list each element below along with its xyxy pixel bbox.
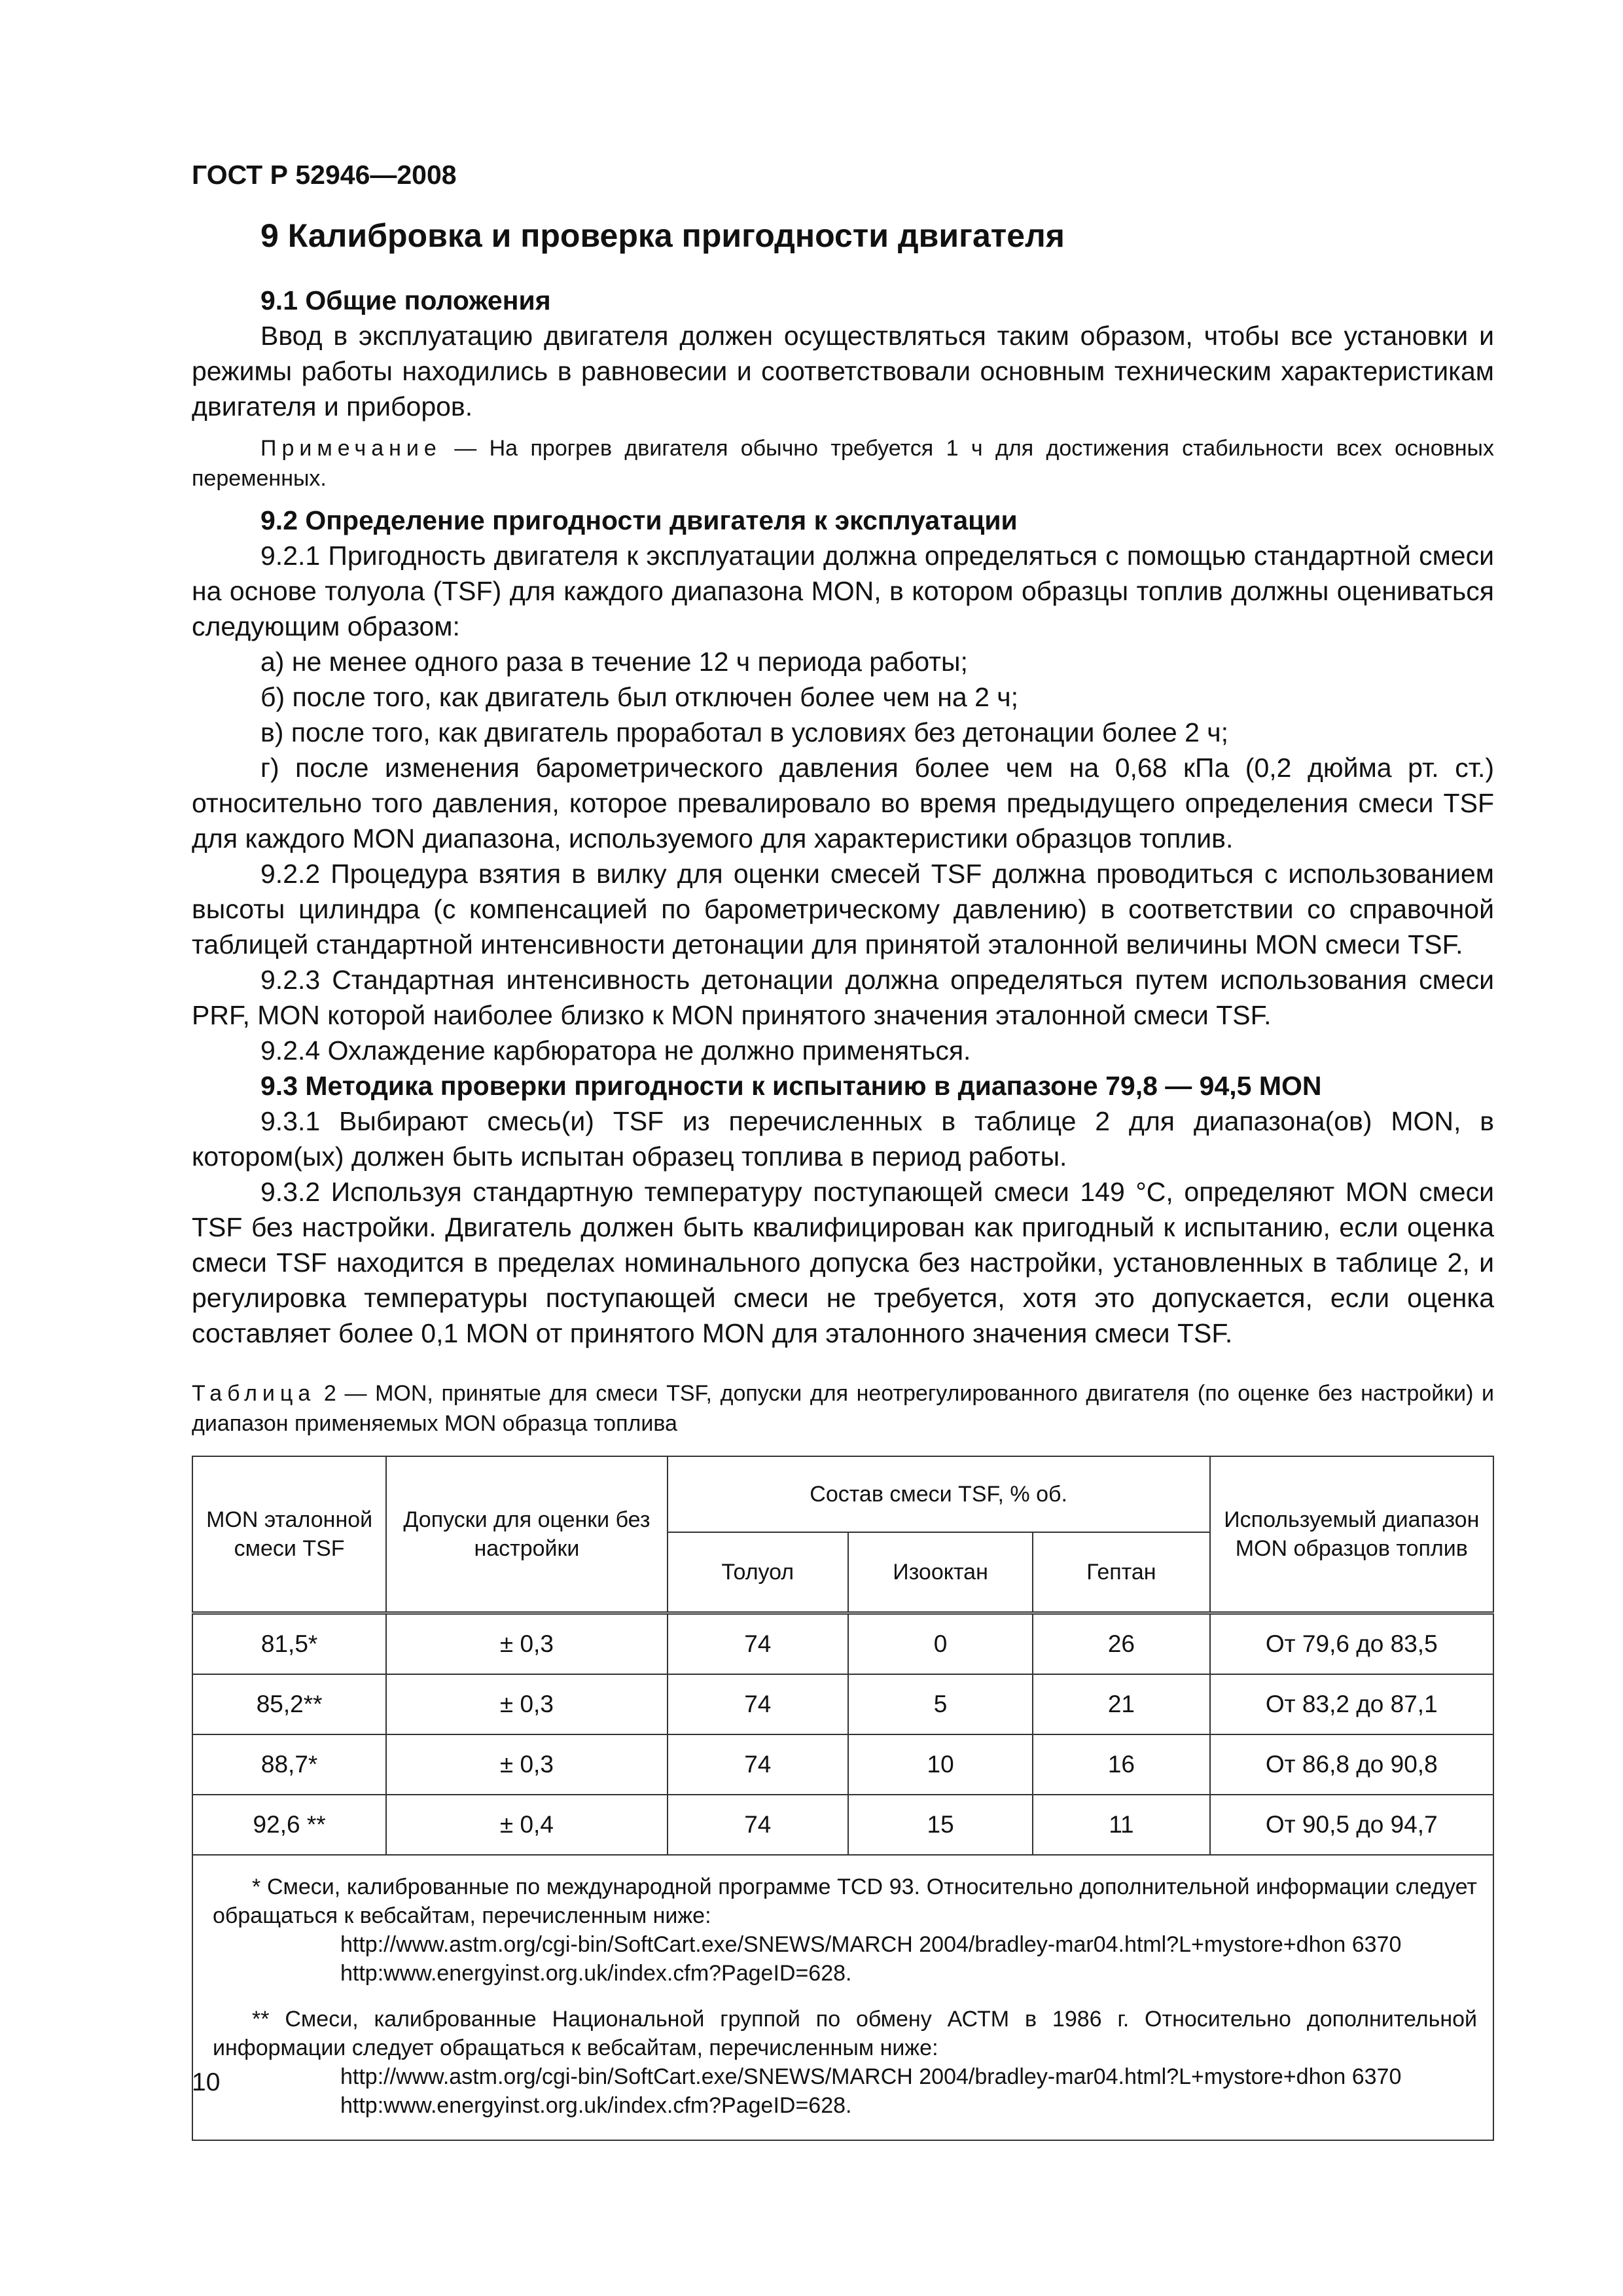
table-footnotes-row [192, 1855, 1493, 2140]
document-page [192, 158, 1494, 2141]
cell-toluene: 74 [668, 1734, 848, 1795]
cell-tolerance: ± 0,4 [386, 1795, 667, 1855]
cell-toluene: 74 [668, 1674, 848, 1734]
list-item-g: г) после изменения барометрического давления более чем на 0,68 кПа (0,2 дюйма рт. ст.) относительно того давления, которое превалировало во время предыдущего определения смеси TSF для каждого MON диапазона, используемого для характеристики образцов топлив. [192, 753, 1494, 853]
header-isooctane: Изооктан [848, 1532, 1033, 1613]
cell-tolerance: ± 0,3 [386, 1674, 667, 1734]
table-row [192, 1674, 1493, 1734]
cell-isooctane: 10 [848, 1734, 1033, 1795]
list-item-v: в) после того, как двигатель проработал в условиях без детонации более 2 ч; [260, 717, 1229, 747]
note-label: Примечание [260, 436, 442, 461]
paragraph-9-2-4: 9.2.4 Охлаждение карбюратора не должно применяться. [260, 1035, 971, 1066]
section-9-1-title: 9.1 Общие положения [260, 285, 551, 315]
table-row [192, 1734, 1493, 1795]
paragraph-9-3-1: 9.3.1 Выбирают смесь(и) TSF из перечисленных в таблице 2 для диапазона(ов) MON, в котором(ых) должен быть испытан образец топлива в период работы. [192, 1106, 1494, 1172]
table-2 [192, 1456, 1494, 2141]
section-9-2-title: 9.2 Определение пригодности двигателя к эксплуатации [260, 505, 1018, 535]
footnote-2-text: ** Смеси, калиброванные Национальной группой по обмену АСТМ в 1986 г. Относительно дополнительной информации следует обращаться к вебсайтам, перечисленным ниже: [213, 2007, 1477, 2060]
header-range: Используемый диапазон MON образцов топлив [1210, 1456, 1493, 1613]
cell-toluene: 74 [668, 1795, 848, 1855]
footnote-spacer [213, 1988, 1477, 2005]
footnote-2-link-1: http://www.astm.org/cgi-bin/SoftCart.exe/SNEWS/MARCH 2004/bradley-mar04.html?L+mystore+dhon 6370 [340, 2064, 1402, 2089]
cell-mon: 85,2** [192, 1674, 386, 1734]
note [192, 433, 1494, 493]
section-9-title: 9 Калибровка и проверка пригодности двигателя [260, 217, 1065, 254]
cell-isooctane: 0 [848, 1613, 1033, 1675]
table-row [192, 1613, 1493, 1675]
list-item-b: б) после того, как двигатель был отключен более чем на 2 ч; [260, 682, 1019, 712]
cell-heptane: 11 [1033, 1795, 1209, 1855]
note-text: — На прогрев двигателя обычно требуется 1 ч для достижения стабильности всех основных переменных. [192, 436, 1494, 491]
cell-range: От 83,2 до 87,1 [1210, 1674, 1493, 1734]
table-caption-label: Таблица [192, 1381, 316, 1406]
header-mon: MON эталонной смеси TSF [192, 1456, 386, 1613]
cell-mon: 92,6 ** [192, 1795, 386, 1855]
footnote-1-link-2: http:www.energyinst.org.uk/index.cfm?PageID=628. [340, 1961, 852, 1986]
cell-heptane: 16 [1033, 1734, 1209, 1795]
cell-tolerance: ± 0,3 [386, 1613, 667, 1675]
table-footnotes [192, 1855, 1493, 2140]
footnote-1-link-1: http://www.astm.org/cgi-bin/SoftCart.exe/SNEWS/MARCH 2004/bradley-mar04.html?L+mystore+dhon 6370 [340, 1932, 1402, 1957]
header-composition: Состав смеси TSF, % об. [668, 1456, 1210, 1532]
cell-heptane: 26 [1033, 1613, 1209, 1675]
list-item-a: а) не менее одного раза в течение 12 ч периода работы; [260, 647, 968, 677]
cell-heptane: 21 [1033, 1674, 1209, 1734]
table-2-caption [192, 1378, 1494, 1439]
cell-range: От 86,8 до 90,8 [1210, 1734, 1493, 1795]
paragraph-9-2-2: 9.2.2 Процедура взятия в вилку для оценки смесей TSF должна проводиться с использованием высоты цилиндра (с компенсацией по барометрическому давлению) в соответствии со справочной таблицей стандартной интенсивности детонации для принятой эталонной величины MON смеси TSF. [192, 859, 1494, 960]
table-caption-text: 2 — MON, принятые для смеси TSF, допуски для неотрегулированного двигателя (по оценке без настройки) и диапазон применяемых MON образца топлива [192, 1381, 1494, 1436]
paragraph-9-2-3: 9.2.3 Стандартная интенсивность детонации должна определяться путем использования смеси PRF, MON которой наиболее близко к MON принятого значения эталонной смеси TSF. [192, 965, 1494, 1030]
cell-tolerance: ± 0,3 [386, 1734, 667, 1795]
paragraph-9-2-1: 9.2.1 Пригодность двигателя к эксплуатации должна определяться с помощью стандартной смеси на основе толуола (TSF) для каждого диапазона MON, в котором образцы топлив должны оцениваться следующим образом: [192, 541, 1494, 641]
footnote-2-link-2: http:www.energyinst.org.uk/index.cfm?PageID=628. [340, 2093, 852, 2118]
footnote-1-text: * Смеси, калиброванные по международной программе TCD 93. Относительно дополнительной информации следует обращаться к вебсайтам, перечисленным ниже: [213, 1874, 1477, 1928]
section-9-3-title: 9.3 Методика проверки пригодности к испытанию в диапазоне 79,8 — 94,5 MON [260, 1071, 1322, 1101]
cell-mon: 88,7* [192, 1734, 386, 1795]
document-header: ГОСТ Р 52946—2008 [192, 160, 457, 190]
header-tolerance: Допуски для оценки без настройки [386, 1456, 667, 1613]
header-toluene: Толуол [668, 1532, 848, 1613]
cell-toluene: 74 [668, 1613, 848, 1675]
page-number: 10 [192, 2068, 221, 2096]
cell-range: От 79,6 до 83,5 [1210, 1613, 1493, 1675]
cell-mon: 81,5* [192, 1613, 386, 1675]
paragraph-9-1: Ввод в эксплуатацию двигателя должен осуществляться таким образом, чтобы все установки и режимы работы находились в равновесии и соответствовали основным техническим характеристикам двигателя и приборов. [192, 321, 1494, 422]
cell-isooctane: 15 [848, 1795, 1033, 1855]
header-heptane: Гептан [1033, 1532, 1209, 1613]
table-row [192, 1795, 1493, 1855]
cell-range: От 90,5 до 94,7 [1210, 1795, 1493, 1855]
paragraph-9-3-2: 9.3.2 Используя стандартную температуру поступающей смеси 149 °С, определяют MON смеси TSF без настройки. Двигатель должен быть квалифицирован как пригодный к испытанию, если оценка смеси TSF находится в пределах номинального допуска без настройки, установленных в таблице 2, и регулировка температуры поступающей смеси не требуется, хотя это допускается, если оценка составляет более 0,1 MON от принятого MON для эталонного значения смеси TSF. [192, 1177, 1494, 1348]
cell-isooctane: 5 [848, 1674, 1033, 1734]
